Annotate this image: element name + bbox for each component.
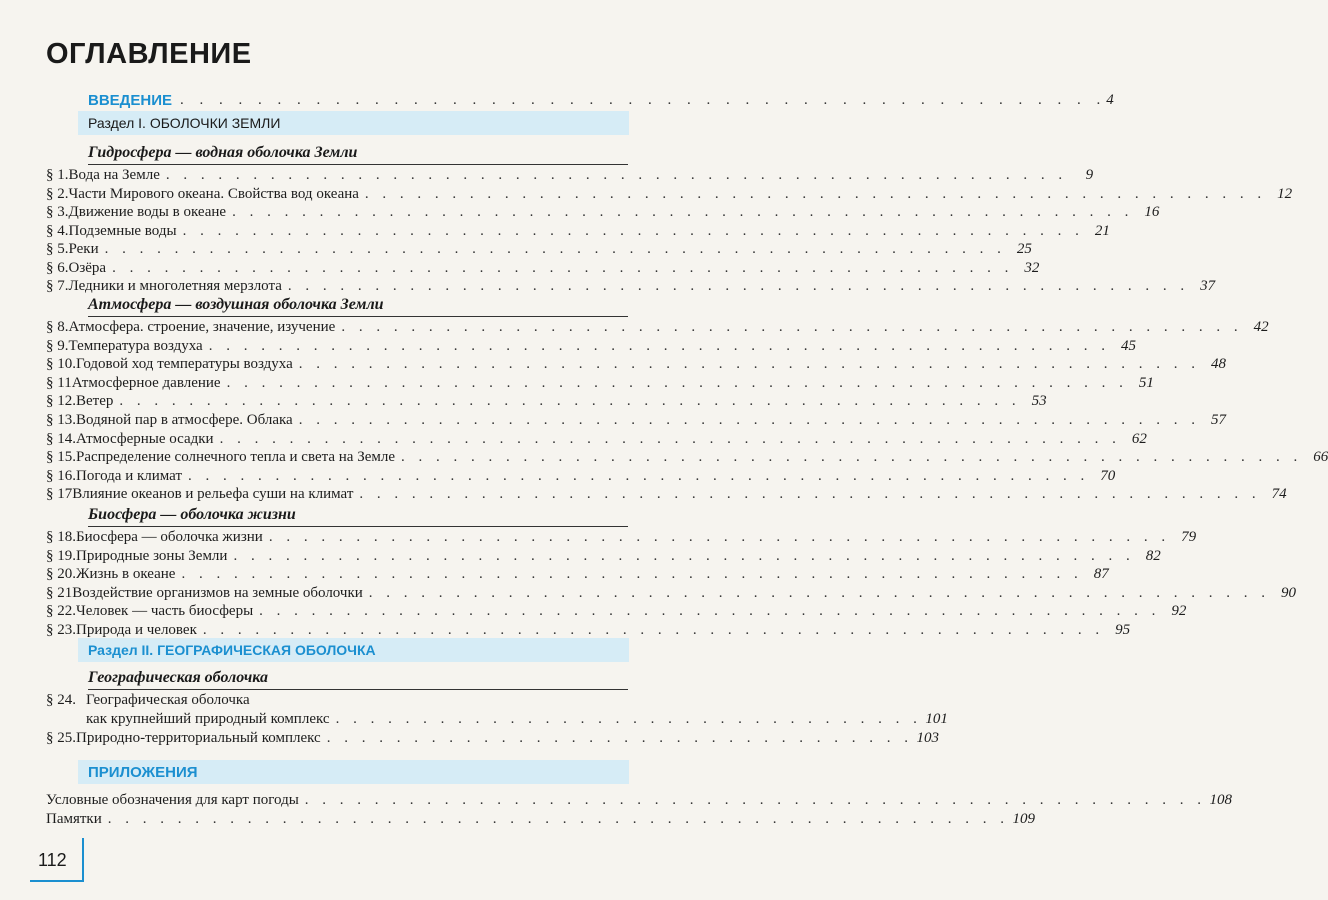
entry-title: Природные зоны Земли xyxy=(76,547,228,564)
leader-dots: . . . . . . . . . . . . . . . . . . . . . . . . . . . . . . . . . . . . . . . . . . . . . . . . . . . . xyxy=(368,584,1271,601)
entry-title: Памятки xyxy=(46,811,102,827)
entry-title: Движение воды в океане xyxy=(68,204,227,220)
entry-title: Реки xyxy=(68,241,99,257)
toc-entry[interactable] xyxy=(46,729,939,748)
page-ref: 45 xyxy=(1120,337,1136,354)
section-number: § 14. xyxy=(46,430,76,447)
entry-title: Озёра xyxy=(68,259,107,276)
leader-dots: . . . . . . . . . . . . . . . . . . . . . . . . . . . . . . . . . . . . . . . . . . . . . . . . . . . . xyxy=(208,337,1110,354)
entry-title: Природа и человек xyxy=(76,622,197,638)
toc-entry[interactable] xyxy=(46,528,1197,547)
toc-entry[interactable] xyxy=(46,259,1040,278)
leader-dots: . . . . . . . . . . . . . . . . . . . . . . . . . . . . . . . . . . . . . . . . . . . . . . . . . . . . xyxy=(181,566,1083,583)
section-number: § 23. xyxy=(46,622,76,638)
page-ref: 42 xyxy=(1253,319,1269,335)
page-ref: 79 xyxy=(1181,529,1197,545)
entry-title: Части Мирового океана. Свойства вод океана xyxy=(68,185,359,202)
entry-title: Погода и климат xyxy=(76,467,183,484)
toc-entry[interactable] xyxy=(46,485,1287,504)
entry-title: Годовой ход температуры воздуха xyxy=(76,356,293,373)
leader-dots: . . . . . . . . . . . . . . . . . . . . . . . . . . . . . . . . . . . . . . . . . . . . . . . . xyxy=(179,92,1107,108)
appendix-band xyxy=(78,760,629,784)
page-ref: 90 xyxy=(1281,584,1297,601)
toc-entry[interactable] xyxy=(46,810,1036,829)
toc-entry[interactable] xyxy=(46,277,1216,296)
page-ref: 25 xyxy=(1016,241,1032,257)
leader-dots: . . . . . . . . . . . . . . . . . . . . . . . . . . . . . . . . . . . . . . . . . . . . . . . . . . . . xyxy=(202,622,1105,638)
toc-entry[interactable] xyxy=(46,467,1116,486)
section-number: § 8. xyxy=(46,319,69,335)
entry-title: Подземные воды xyxy=(68,222,177,239)
divider xyxy=(88,526,628,527)
subsection-heading-atmosphere: Атмосфера — воздушная оболочка Земли xyxy=(88,296,384,313)
entry-title: Атмосферные осадки xyxy=(76,430,214,447)
intro-label: ВВЕДЕНИЕ xyxy=(88,92,172,109)
section-number: § 15. xyxy=(46,449,76,466)
divider xyxy=(88,316,628,317)
section-label: Раздел I. ОБОЛОЧКИ ЗЕМЛИ xyxy=(88,115,281,131)
page-ref: 101 xyxy=(925,711,948,727)
toc-entry[interactable] xyxy=(46,355,1227,374)
leader-dots: . . . . . . . . . . . . . . . . . . . . . . . . . . . . . . . . . . . . . . . . . . . . . . . . . . . . xyxy=(232,204,1134,220)
leader-dots: . . . . . . . . . . . . . . . . . . . . . . . . . . . . . . . . . . . . . . . . . . . . . . . . . . . . xyxy=(107,811,1010,827)
toc-entry[interactable] xyxy=(46,203,1160,222)
section-number: § 25. xyxy=(46,730,76,746)
page-ref: 37 xyxy=(1200,278,1216,294)
subsection-heading-biosphere: Биосфера — оболочка жизни xyxy=(88,506,296,523)
page-ref: 53 xyxy=(1031,393,1047,410)
page-ref: 70 xyxy=(1100,467,1116,484)
toc-entry[interactable] xyxy=(46,240,1032,259)
page-ref: 32 xyxy=(1024,259,1040,276)
page-ref: 82 xyxy=(1145,547,1161,564)
leader-dots: . . . . . . . . . . . . . . . . . . . . . . . . . . . . . . . . . . . . . . . . . . . . . . . . . . . . xyxy=(104,241,1006,257)
section-number: § 12. xyxy=(46,393,76,410)
toc-entry[interactable] xyxy=(46,602,1187,621)
section-label: Раздел II. ГЕОГРАФИЧЕСКАЯ ОБОЛОЧКА xyxy=(88,642,376,658)
leader-dots: . . . . . . . . . . . . . . . . . . . . . . . . . . . . . . . . . . . . . . . . . . . . . . . . . . . . xyxy=(268,529,1171,545)
appendix-label: ПРИЛОЖЕНИЯ xyxy=(88,764,198,781)
entry-title: Жизнь в океане xyxy=(76,566,176,583)
section-number: § 10. xyxy=(46,356,76,373)
section-number: § 4. xyxy=(46,222,69,239)
section-number: § 5. xyxy=(46,241,69,257)
leader-dots: . . . . . . . . . . . . . . . . . . . . . . . . . . . . . . . . . . . . . . . . . . . . . . . . . . . . xyxy=(226,374,1128,391)
leader-dots: . . . . . . . . . . . . . . . . . . . . . . . . . . . . . . . . . . . . . . . . . . . . . . . . . . . . xyxy=(341,319,1243,335)
page-title: ОГЛАВЛЕНИЕ xyxy=(46,38,252,70)
entry-title: Атмосферное давление xyxy=(71,374,221,391)
toc-entry[interactable] xyxy=(46,222,1110,241)
page-ref: 62 xyxy=(1131,430,1147,447)
section-number: § 1. xyxy=(46,167,69,183)
toc-entry[interactable] xyxy=(46,185,1293,204)
leader-dots: . . . . . . . . . . . . . . . . . . . . . . . . . . . . . . . . . . . . . . . . . . . . . . . . . . . . xyxy=(233,547,1135,564)
toc-entry[interactable] xyxy=(46,448,1328,467)
page-ref: 16 xyxy=(1144,204,1160,220)
leader-dots: . . . . . . . . . . . . . . . . . . . . . . . . . . . . . . . . . . . . . . . . . . . . . . . . . . . . xyxy=(259,603,1161,620)
leader-dots: . . . . . . . . . . . . . . . . . . . . . . . . . . . . . . . . . . . . . . . . . . . . . . . . . . . . xyxy=(112,259,1014,276)
page-ref: 57 xyxy=(1210,412,1226,428)
section-number: § 19. xyxy=(46,547,76,564)
page-ref: 4 xyxy=(1106,92,1114,108)
section-number: § 3. xyxy=(46,204,69,220)
entry-title: Температура воздуха xyxy=(68,337,203,354)
toc-entry[interactable] xyxy=(46,547,1161,566)
toc-entry[interactable] xyxy=(46,318,1269,337)
section-number: § 22. xyxy=(46,603,76,620)
entry-title: Распределение солнечного тепла и света на Земле xyxy=(76,449,396,466)
toc-entry[interactable] xyxy=(46,374,1154,393)
section-band-1 xyxy=(78,111,629,135)
page-ref: 51 xyxy=(1138,374,1154,391)
page-ref: 48 xyxy=(1211,356,1227,373)
section-number: § 21 xyxy=(46,584,73,601)
divider xyxy=(88,164,628,165)
entry-title: Природно-территориальный комплекс xyxy=(76,730,321,746)
page-ref: 92 xyxy=(1171,603,1187,620)
section-number: § 13. xyxy=(46,412,76,428)
section-number: § 11 xyxy=(46,374,72,391)
leader-dots: . . . . . . . . . . . . . . . . . . . . . . . . . . . . . . . . . . . . . . . . . . . . . . . . . . . . xyxy=(359,486,1261,503)
entry-title: Ледники и многолетняя мерзлота xyxy=(68,278,282,294)
subsection-heading-geo: Географическая оболочка xyxy=(88,669,268,686)
entry-title: Влияние океанов и рельефа суши на климат xyxy=(72,486,354,503)
page-number-underline xyxy=(30,880,84,882)
page-ref: 66 xyxy=(1313,449,1328,466)
leader-dots: . . . . . . . . . . . . . . . . . . . . . . . . . . . . . . . . . . . . . . . . . . . . . . . . . . . . xyxy=(165,167,1068,183)
entry-title: Воздействие организмов на земные оболочки xyxy=(72,584,363,601)
page-number: 112 xyxy=(38,850,67,870)
toc-entry[interactable] xyxy=(46,791,1233,810)
section-number: § 24. xyxy=(46,692,76,708)
toc-entry[interactable] xyxy=(46,166,1094,185)
entry-title: Атмосфера. строение, значение, изучение xyxy=(68,319,336,335)
section-number: § 17 xyxy=(46,486,73,503)
toc-entry[interactable] xyxy=(46,411,1226,430)
entry-title: Условные обозначения для карт погоды xyxy=(46,792,299,808)
page-ref: 95 xyxy=(1115,622,1131,638)
leader-dots: . . . . . . . . . . . . . . . . . . . . . . . . . . . . . . . . . . . . . . . . . . . . . . . . . . . . xyxy=(298,412,1200,428)
divider xyxy=(88,689,628,690)
page-ref: 74 xyxy=(1271,486,1287,503)
leader-dots: . . . . . . . . . . . . . . . . . . . . . . . . . . . . . . . . . . . . . . . . . . . . . . . . . . . . xyxy=(298,356,1201,373)
page-ref: 12 xyxy=(1277,185,1293,202)
entry-title: Географическая оболочка xyxy=(86,692,250,708)
leader-dots: . . . . . . . . . . . . . . . . . . . . . . . . . . . . . . . . . . xyxy=(326,730,913,746)
entry-title: как крупнейший природный комплекс xyxy=(86,711,330,727)
toc-entry-continued[interactable] xyxy=(46,710,948,729)
toc-entry[interactable] xyxy=(46,584,1297,603)
leader-dots: . . . . . . . . . . . . . . . . . . . . . . . . . . . . . . . . . . . . . . . . . . . . . . . . . . . . xyxy=(304,792,1207,808)
leader-dots: . . . . . . . . . . . . . . . . . . . . . . . . . . . . . . . . . . . . . . . . . . . . . . . . . . . . xyxy=(119,393,1021,410)
subsection-heading-hydrosphere: Гидросфера — водная оболочка Земли xyxy=(88,144,358,161)
section-number: § 18. xyxy=(46,529,76,545)
toc-entry[interactable] xyxy=(46,565,1109,584)
section-band-2 xyxy=(78,638,629,662)
leader-dots: . . . . . . . . . . . . . . . . . . . . . . . . . . . . . . . . . . . . . . . . . . . . . . . . . . . . xyxy=(287,278,1190,294)
leader-dots: . . . . . . . . . . . . . . . . . . . . . . . . . . . . . . . . . . xyxy=(335,711,922,727)
section-number: § 20. xyxy=(46,566,76,583)
page-ref: 21 xyxy=(1094,222,1110,239)
section-number: § 6. xyxy=(46,259,69,276)
entry-title: Вода на Земле xyxy=(68,167,160,183)
entry-title: Водяной пар в атмосфере. Облака xyxy=(76,412,293,428)
leader-dots: . . . . . . . . . . . . . . . . . . . . . . . . . . . . . . . . . . . . . . . . . . . . . . . . . . . . xyxy=(219,430,1121,447)
toc-entry[interactable] xyxy=(46,337,1136,356)
toc-entry-intro[interactable] xyxy=(88,89,1114,109)
entry-title: Биосфера — оболочка жизни xyxy=(76,529,263,545)
page-ref: 109 xyxy=(1012,811,1036,827)
leader-dots: . . . . . . . . . . . . . . . . . . . . . . . . . . . . . . . . . . . . . . . . . . . . . . . . . . . . xyxy=(401,449,1303,466)
toc-entry[interactable] xyxy=(46,392,1047,411)
page-ref: 103 xyxy=(916,730,939,746)
toc-entry[interactable] xyxy=(46,691,628,710)
entry-title: Человек — часть биосферы xyxy=(76,603,254,620)
entry-title: Ветер xyxy=(76,393,114,410)
page-number-bar xyxy=(82,838,84,882)
leader-dots: . . . . . . . . . . . . . . . . . . . . . . . . . . . . . . . . . . . . . . . . . . . . . . . . . . . . xyxy=(364,185,1267,202)
section-number: § 2. xyxy=(46,185,69,202)
page-ref: 87 xyxy=(1093,566,1109,583)
page-ref: 9 xyxy=(1085,167,1094,183)
section-number: § 7. xyxy=(46,278,69,294)
toc-entry[interactable] xyxy=(46,430,1147,449)
leader-dots: . . . . . . . . . . . . . . . . . . . . . . . . . . . . . . . . . . . . . . . . . . . . . . . . . . . . xyxy=(188,467,1090,484)
leader-dots: . . . . . . . . . . . . . . . . . . . . . . . . . . . . . . . . . . . . . . . . . . . . . . . . . . . . xyxy=(182,222,1084,239)
page-ref: 108 xyxy=(1209,792,1233,808)
section-number: § 9. xyxy=(46,337,69,354)
section-number: § 16. xyxy=(46,467,76,484)
